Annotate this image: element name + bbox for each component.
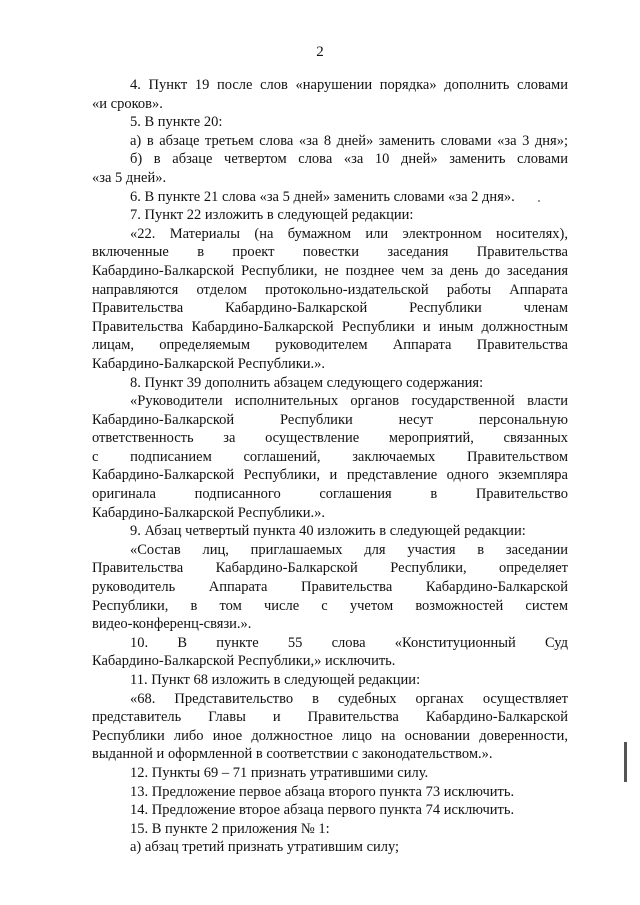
text-line: 4. Пункт 19 после слов «нарушении порядка» дополнить словами	[130, 77, 568, 93]
text-line: видео-конференц-связи.».	[92, 616, 252, 633]
text-line: Правительства Кабардино-Балкарской Республики и иным должностным	[92, 318, 568, 335]
text-line: 13. Предложение первое абзаца второго пункта 73 исключить.	[130, 783, 515, 800]
page-number: 2	[316, 44, 324, 60]
text-line: «и сроков».	[92, 95, 163, 112]
text-line: направляются отделом протокольно-издательской работы Аппарата	[92, 281, 568, 298]
text-line: лицам, определяемым руководителем Аппарата Правительства	[92, 337, 568, 354]
text-line: оригинала подписанного соглашения в Правительство	[92, 486, 568, 503]
text-line: представитель Главы и Правительства Кабардино-Балкарской	[92, 709, 568, 726]
text-line: 7. Пункт 22 изложить в следующей редакции:	[130, 207, 414, 224]
text-line: с подписанием соглашений, заключаемых Правительством	[92, 448, 568, 465]
text-line: Правительства Кабардино-Балкарской Республики членам	[92, 300, 568, 317]
text-line: Правительства Кабардино-Балкарской Республики, определяет	[92, 560, 568, 577]
text-line: Кабардино-Балкарской Республики несут персональную	[92, 411, 568, 428]
text-line: 11. Пункт 68 изложить в следующей редакции:	[130, 672, 421, 688]
text-line: а) в абзаце третьем слова «за 8 дней» заменить словами «за 3 дня»;	[130, 132, 568, 149]
text-line: Республики либо иное должностное лицо на основании доверенности,	[92, 727, 568, 744]
text-line: 14. Предложение второе абзаца первого пункта 74 исключить.	[130, 802, 515, 819]
text-line: 9. Абзац четвертый пункта 40 изложить в следующей редакции:	[130, 523, 526, 540]
text-line: Кабардино-Балкарской Республики, и представление одного экземпляра	[92, 467, 568, 484]
text-line: «Руководители исполнительных органов государственной власти	[130, 393, 568, 410]
text-line: Кабардино-Балкарской Республики,» исключить.	[92, 653, 396, 670]
text-line: 6. В пункте 21 слова «за 5 дней» заменить словами «за 2 дня».	[130, 188, 515, 205]
text-line: б) в абзаце четвертом слова «за 10 дней» заменить словами	[130, 151, 568, 168]
text-line: а) абзац третий признать утратившим силу;	[130, 839, 400, 856]
text-line: Кабардино-Балкарской Республики.».	[92, 504, 326, 521]
text-line: включенные в проект повестки заседания Правительства	[92, 244, 568, 261]
text-line: Кабардино-Балкарской Республики.».	[92, 355, 326, 372]
text-line: 12. Пункты 69 – 71 признать утратившими силу.	[130, 764, 429, 781]
text-line: руководитель Аппарата Правительства Кабардино-Балкарской	[92, 579, 568, 596]
text-line: «Состав лиц, приглашаемых для участия в заседании	[130, 541, 568, 558]
text-line: «за 5 дней».	[92, 169, 167, 186]
text-line: выданной и оформленной в соответствии с законодательством.».	[92, 746, 493, 763]
text-line: «22. Материалы (на бумажном или электронном носителях),	[130, 225, 568, 242]
text-line: ответственность за осуществление мероприятий, связанных	[92, 430, 568, 447]
text-line: Республики, в том числе с учетом возможностей систем	[92, 597, 568, 614]
text-line: 15. В пункте 2 приложения № 1:	[130, 820, 330, 837]
scan-edge-mark	[624, 742, 627, 782]
text-line: 8. Пункт 39 дополнить абзацем следующего содержания:	[130, 374, 484, 391]
scan-speck	[538, 200, 540, 202]
document-body	[92, 76, 568, 857]
text-line: Кабардино-Балкарской Республики, не позднее чем за день до заседания	[92, 262, 568, 279]
text-line: «68. Представительство в судебных органах осуществляет	[130, 690, 568, 707]
text-line: 5. В пункте 20:	[130, 114, 223, 131]
text-line: 10. В пункте 55 слова «Конституционный Суд	[130, 634, 568, 651]
